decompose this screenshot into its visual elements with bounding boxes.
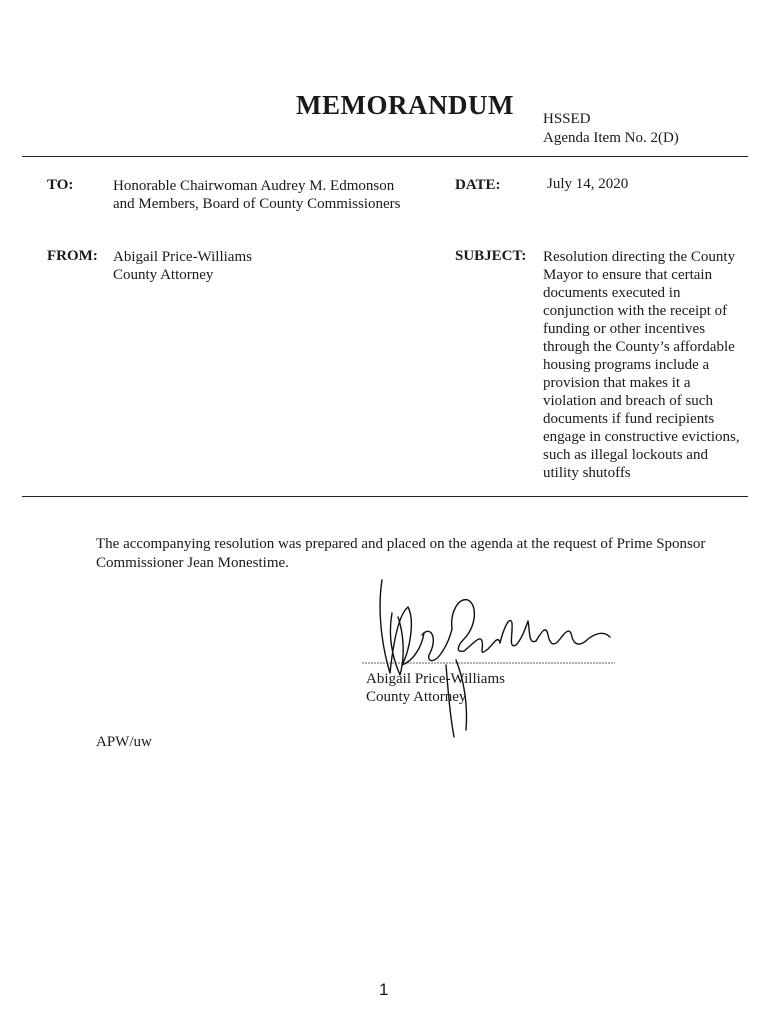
agenda-item-number: Agenda Item No. 2(D): [543, 130, 679, 146]
date-label: DATE:: [455, 177, 501, 193]
subject-line: housing programs include a: [543, 357, 710, 373]
to-recipients: [113, 177, 423, 213]
subject-line: engage in constructive evictions,: [543, 429, 740, 445]
agenda-block: [543, 110, 679, 148]
memo-title: MEMORANDUM: [296, 90, 514, 120]
subject-divider: [22, 496, 748, 497]
subject-line: through the County’s affordable: [543, 339, 735, 355]
subject-line: utility shutoffs: [543, 465, 631, 481]
to-line-1: Honorable Chairwoman Audrey M. Edmonson: [113, 178, 395, 194]
signature-block: [366, 670, 505, 706]
from-label: FROM:: [47, 248, 98, 264]
typist-initials: APW/uw: [96, 734, 152, 750]
subject-text: [543, 248, 758, 482]
header-divider: [22, 156, 748, 157]
subject-line: documents executed in: [543, 285, 681, 301]
to-label: TO:: [47, 177, 74, 193]
subject-line: provision that makes it a: [543, 375, 691, 391]
subject-line: such as illegal lockouts and: [543, 447, 708, 463]
subject-line: documents if fund recipients: [543, 411, 715, 427]
subject-label: SUBJECT:: [455, 248, 527, 264]
page-number: 1: [379, 980, 389, 999]
from-name: Abigail Price-Williams: [113, 249, 252, 265]
date-value: July 14, 2020: [547, 176, 629, 192]
subject-line: funding or other incentives: [543, 321, 706, 337]
subject-line: Mayor to ensure that certain: [543, 267, 713, 283]
signatory-title: County Attorney: [366, 689, 467, 705]
signatory-name: Abigail Price-Williams: [366, 671, 505, 687]
department-code: HSSED: [543, 111, 591, 127]
to-line-2: and Members, Board of County Commissioners: [113, 196, 401, 212]
subject-line: Resolution directing the County: [543, 249, 736, 265]
from-title: County Attorney: [113, 267, 214, 283]
body-line-1: The accompanying resolution was prepared and placed on the agenda at the request of Prime Sponsor: [96, 536, 706, 552]
subject-line: violation and breach of such: [543, 393, 713, 409]
body-line-2: Commissioner Jean Monestime.: [96, 555, 289, 571]
from-sender: [113, 248, 252, 284]
subject-line: conjunction with the receipt of: [543, 303, 728, 319]
handwritten-signature: [360, 565, 630, 740]
